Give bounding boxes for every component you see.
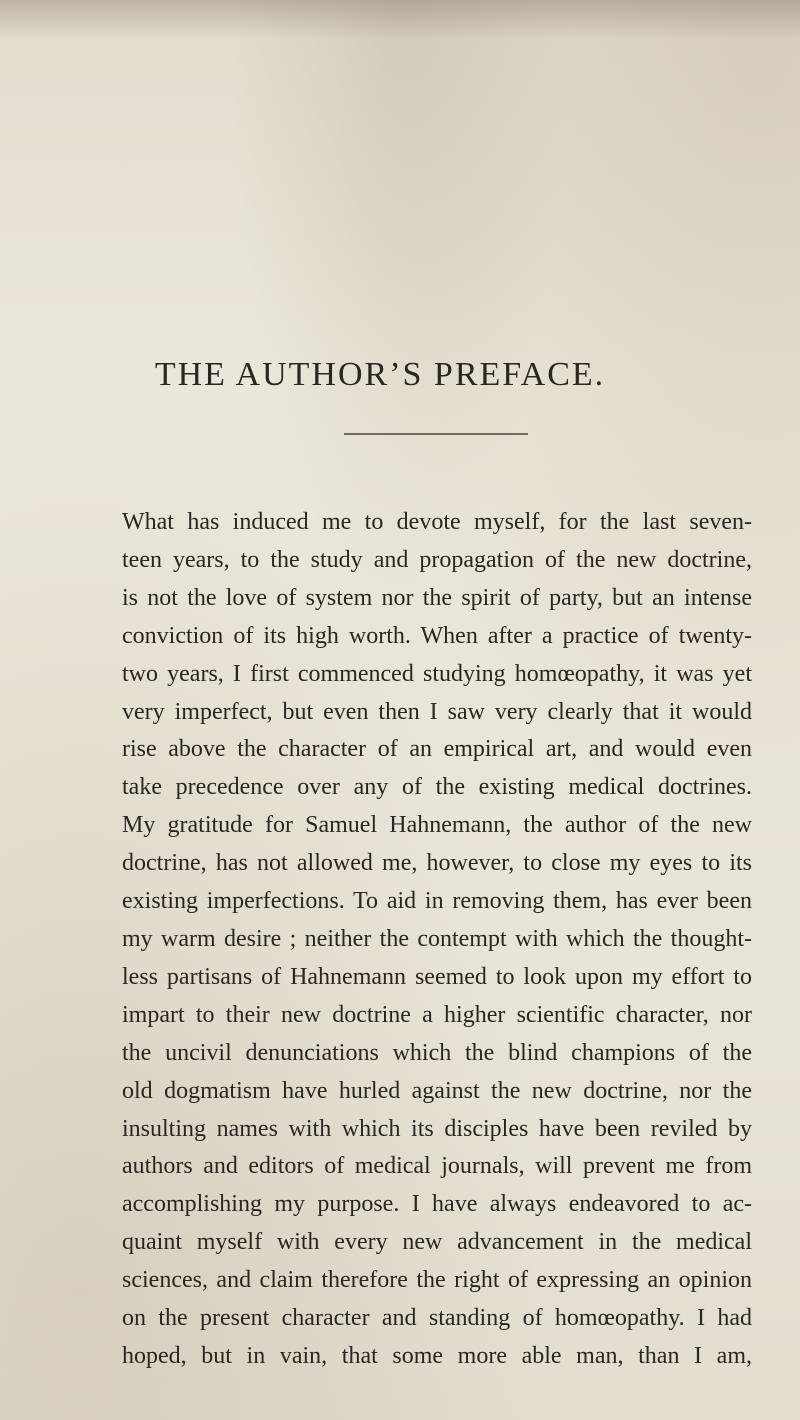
text-line: existing imperfections. To aid in removing them, has ever been: [122, 888, 752, 915]
text-line: on the present character and standing of homœopathy. I had: [122, 1305, 752, 1332]
text-line: sciences, and claim therefore the right of expressing an opinion: [122, 1267, 752, 1294]
text-line: teen years, to the study and propagation of the new doctrine,: [122, 546, 752, 573]
text-line: My gratitude for Samuel Hahnemann, the author of the new: [122, 812, 752, 839]
text-line: quaint myself with every new advancement in the medical: [122, 1229, 752, 1256]
text-line: authors and editors of medical journals, will prevent me from: [122, 1153, 752, 1180]
text-line: two years, I first commenced studying homœopathy, it was yet: [122, 660, 752, 687]
text-line: my warm desire ; neither the contempt with which the thought-: [122, 925, 752, 952]
page-top-shadow: [0, 0, 800, 40]
text-line: rise above the character of an empirical art, and would even: [122, 736, 752, 763]
text-line: take precedence over any of the existing medical doctrines.: [122, 774, 752, 801]
text-line: less partisans of Hahnemann seemed to look upon my effort to: [122, 963, 752, 990]
text-line: insulting names with which its disciples have been reviled by: [122, 1115, 752, 1142]
title-divider-rule: [344, 433, 528, 435]
text-line: conviction of its high worth. When after a practice of twenty-: [122, 622, 752, 649]
text-line: accomplishing my purpose. I have always endeavored to ac-: [122, 1191, 752, 1218]
text-line: doctrine, has not allowed me, however, to close my eyes to its: [122, 850, 752, 877]
text-line: What has induced me to devote myself, for the last seven-: [122, 509, 752, 535]
text-line: is not the love of system nor the spirit of party, but an intense: [122, 584, 752, 611]
page-title: THE AUTHOR’S PREFACE.: [154, 356, 606, 393]
text-line: old dogmatism have hurled against the new doctrine, nor the: [122, 1077, 752, 1104]
text-line: very imperfect, but even then I saw very clearly that it would: [122, 698, 752, 725]
text-line: hoped, but in vain, that some more able man, than I am,: [122, 1342, 752, 1369]
text-line: the uncivil denunciations which the blind champions of the: [122, 1039, 752, 1066]
preface-paragraph: [122, 504, 752, 1376]
text-line: impart to their new doctrine a higher scientific character, nor: [122, 1001, 752, 1028]
